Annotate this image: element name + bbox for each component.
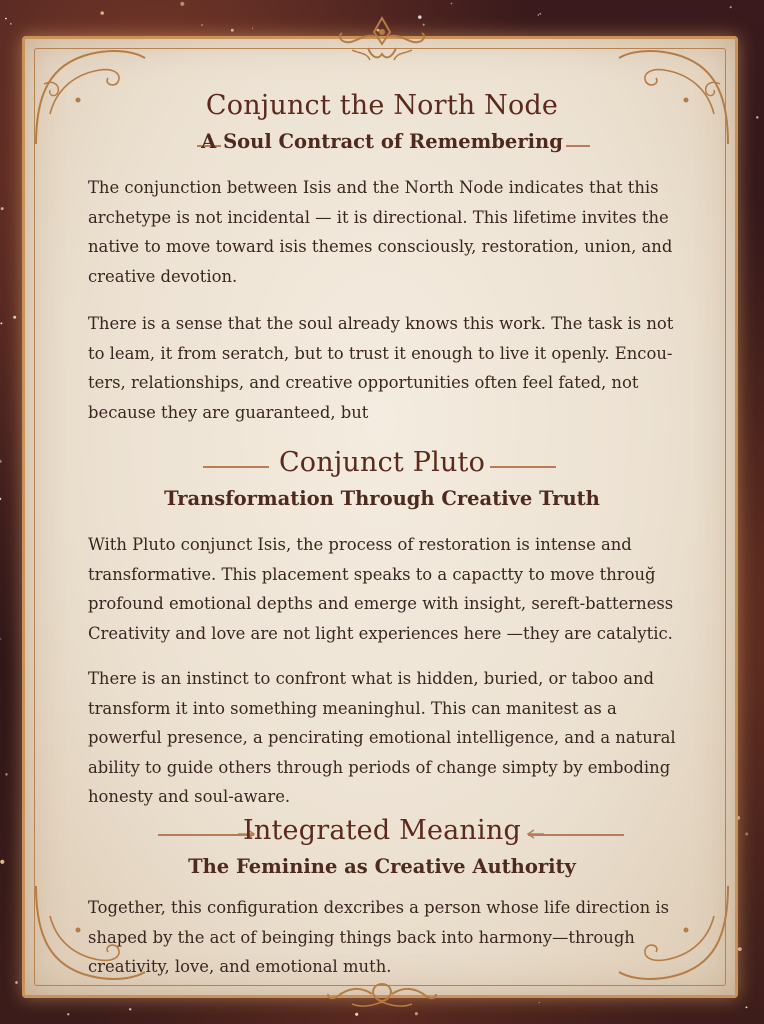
paragraph: With Pluto conjunct Isis, the process of restoration is intense and transformative. This placement speaks to a capactty to move throuğ profound emotional depths and emerge with insight, sereft-batterness Creativity and love are not light experiences here —they are catalytic. [88, 535, 674, 643]
section-subtitle: The Feminine as Creative Authority [188, 855, 576, 878]
section-subtitle: Transformation Through Creative Truth [164, 487, 600, 510]
section-title: Conjunct Pluto [278, 447, 486, 478]
paragraph: There is an instinct to confront what is hidden, buried, or taboo and transform it into something meaninghul. This can manitest as a powerful presence, a pencirating emotional intelligence, and a natural ability to guide others through periods of change simpty by emboding honesty and soul-aware. [88, 669, 676, 806]
section-subtitle: A Soul Contract of Remembering [201, 130, 563, 153]
paragraph: There is a sense that the soul already knows this work. The task is not to leam, it from seratch, but to trust it enough to live it openly. Encou-ters, relationships, and creative opportunities often feel fated, not because they are guaranteed, but [88, 314, 674, 422]
paragraph: The conjunction between Isis and the North Node indicates that this archetype is not incidental — it is directional. This lifetime invites the native to move toward isis themes consciously, restoration, union, and creative devotion. [88, 178, 673, 286]
section-title: Conjunct the North Node [205, 90, 559, 121]
paragraph: Together, this configuration dexcribes a person whose life direction is shaped by the act of beinging things back into harmony—through creativity, love, and emotional muth. [88, 898, 670, 976]
section-title: Integrated Meaning [243, 815, 521, 846]
